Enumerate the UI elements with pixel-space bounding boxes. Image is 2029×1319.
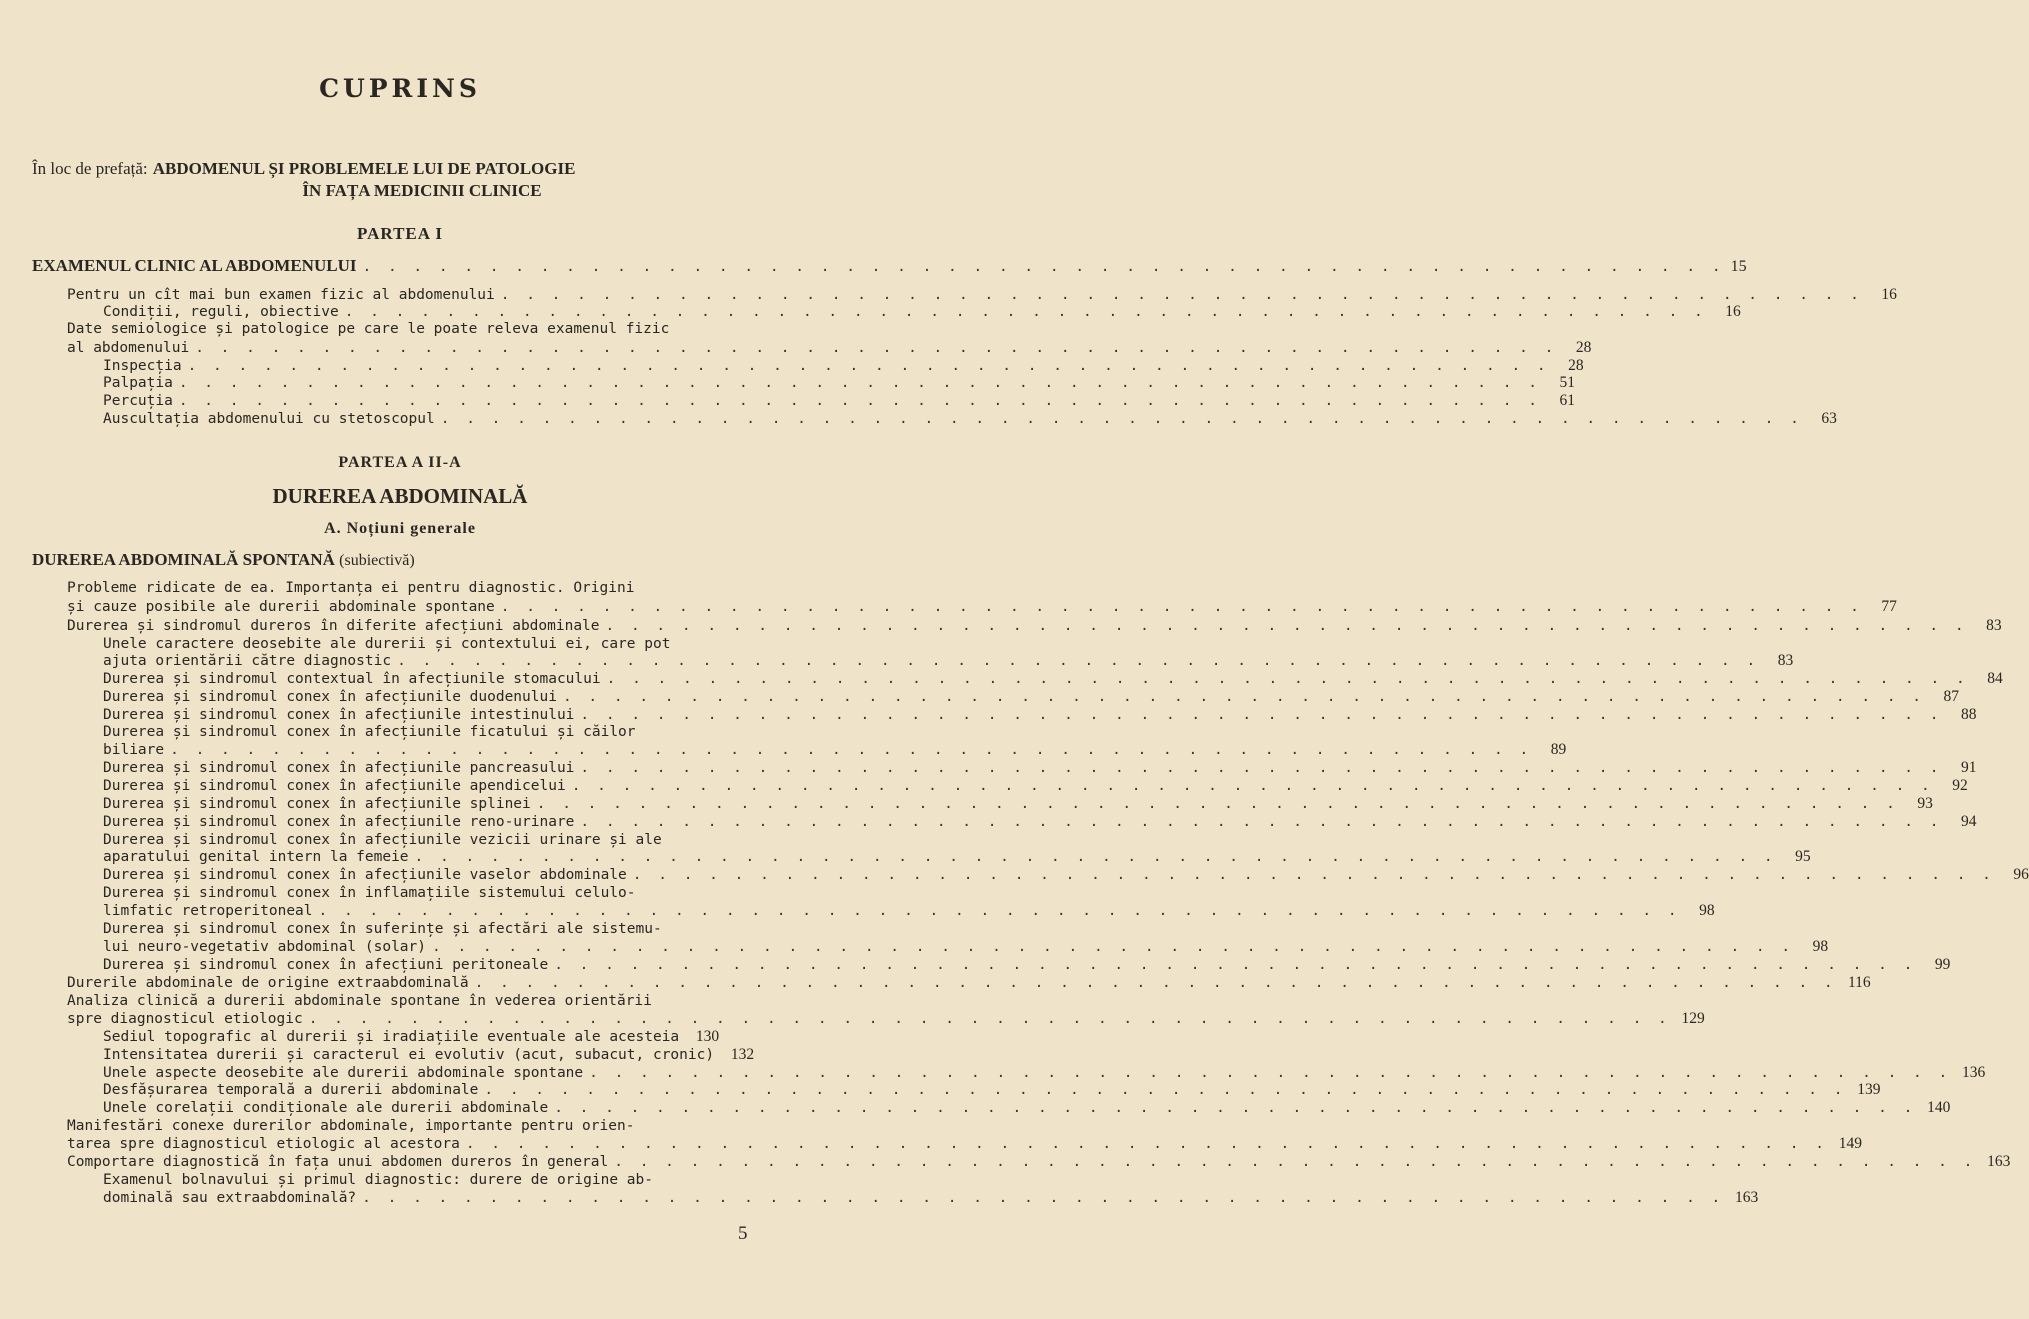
page-ref: 28 xyxy=(1568,357,1584,374)
toc-entry xyxy=(67,1153,2011,1171)
leader-dots xyxy=(580,706,1942,724)
leader-dots xyxy=(195,339,1557,357)
toc-entry xyxy=(103,688,1960,706)
toc-entry-text: Durerea și sindromul conex în afecțiunile intestinului xyxy=(103,707,575,723)
toc-entry-text: Durerea și sindromul conex în inflamațiile sistemului celulo- xyxy=(103,885,636,901)
toc-entry-text: Durerea și sindromul conex în afecțiunile splinei xyxy=(103,796,531,812)
toc-entry-text: Examenul bolnavului și primul diagnostic: durere de origine ab- xyxy=(103,1172,653,1188)
toc-entry-text: Durerea și sindromul contextual în afecțiunile stomacului xyxy=(103,671,601,687)
toc-entry xyxy=(103,920,662,938)
page-ref: 93 xyxy=(1917,795,1933,812)
toc-entry-text: Durerile abdominale de origine extraabdominală xyxy=(67,975,469,991)
toc-entry xyxy=(103,813,1977,831)
toc-entry xyxy=(103,1189,1759,1207)
part1-heading: PARTEA I xyxy=(357,224,443,243)
toc-entry xyxy=(103,956,1951,974)
toc-entry xyxy=(67,286,1897,304)
toc-entry xyxy=(103,1046,755,1064)
toc-entry xyxy=(103,848,1811,866)
page-ref: 63 xyxy=(1821,410,1837,427)
toc-entry-text: limfatic retroperitoneal xyxy=(103,903,313,919)
toc-entry-text: dominală sau extraabdominală? xyxy=(103,1190,357,1206)
toc-entry xyxy=(67,579,634,597)
leader-dots xyxy=(170,741,1532,759)
leader-dots xyxy=(475,974,1837,992)
toc-entry xyxy=(103,1171,653,1189)
leader-dots xyxy=(501,286,1863,304)
toc-entry xyxy=(67,1135,1862,1153)
toc-entry-text: Palpația xyxy=(103,375,173,391)
page-ref: 61 xyxy=(1559,392,1575,409)
toc-entry-text: Durerea și sindromul conex în afecțiunile duodenului xyxy=(103,689,557,705)
page-ref: 136 xyxy=(1961,1064,1986,1081)
toc-entry xyxy=(103,410,1837,428)
leader-dots xyxy=(537,795,1899,813)
toc-entry xyxy=(67,617,2002,635)
toc-entry-text: Percuția xyxy=(103,393,173,409)
page-ref: 96 xyxy=(2013,866,2029,883)
leader-dots xyxy=(432,938,1794,956)
leader-dots xyxy=(362,258,1724,276)
toc-entry xyxy=(103,303,1741,321)
leader-dots xyxy=(415,848,1777,866)
toc-entry-text: Unele caractere deosebite ale durerii și contextului ei, care pot xyxy=(103,636,671,652)
leader-dots xyxy=(179,392,1541,410)
page-ref: 130 xyxy=(695,1028,720,1045)
toc-entry-text: Date semiologice și patologice pe care le poate releva examenul fizic xyxy=(67,321,670,337)
toc-entry-text: Unele aspecte deosebite ale durerii abdominale spontane xyxy=(103,1065,584,1081)
preface-lead: În loc de prefață: xyxy=(32,159,148,178)
toc-entry xyxy=(103,670,2003,688)
leader-dots xyxy=(179,374,1541,392)
section-title: EXAMENUL CLINIC AL ABDOMENULUI xyxy=(32,256,357,275)
leader-dots xyxy=(484,1081,1846,1099)
page-ref: 98 xyxy=(1812,938,1829,955)
page-ref: 15 xyxy=(1730,258,1747,275)
toc-entry-text: Inspecția xyxy=(103,358,182,374)
page-ref: 51 xyxy=(1559,374,1575,391)
toc-entry-text: Comportare diagnostică în fața unui abdomen dureros în general xyxy=(67,1154,609,1170)
toc-entry-text: Durerea și sindromul conex în afecțiunile pancreasului xyxy=(103,760,575,776)
page-ref: 140 xyxy=(1927,1099,1951,1116)
toc-entry-text: Durerea și sindromul conex în afecțiunile apendicelui xyxy=(103,778,566,794)
page-ref: 139 xyxy=(1857,1081,1881,1098)
page-ref: 94 xyxy=(1961,813,1977,830)
toc-entry xyxy=(103,1081,1881,1099)
toc-entry-text: Condiții, reguli, obiective xyxy=(103,304,339,320)
leader-dots xyxy=(188,357,1550,375)
page-ref: 16 xyxy=(1725,303,1741,320)
leader-dots xyxy=(633,866,1995,884)
page-number: 5 xyxy=(738,1223,748,1244)
leader-dots xyxy=(466,1135,1828,1153)
toc-entry xyxy=(67,598,1897,616)
leader-dots xyxy=(554,956,1916,974)
toc-entry xyxy=(103,357,1584,375)
page-ref: 28 xyxy=(1575,339,1592,356)
subsection-heading: A. Noțiuni generale xyxy=(324,520,476,537)
page-ref: 98 xyxy=(1699,902,1715,919)
leader-dots xyxy=(554,1099,1916,1117)
toc-entry-text: Analiza clinică a durerii abdominale spontane în vederea orientării xyxy=(67,993,652,1009)
toc-entry-text: Probleme ridicate de ea. Importanța ei pentru diagnostic. Origini xyxy=(67,580,635,596)
page-ref: 16 xyxy=(1881,286,1897,303)
toc-entry xyxy=(67,1117,634,1135)
toc-entry-text: Desfășurarea temporală a durerii abdominale xyxy=(103,1082,479,1098)
toc-entry xyxy=(103,884,636,902)
toc-entry xyxy=(103,741,1567,759)
toc-entry xyxy=(67,992,652,1010)
page-ref: 163 xyxy=(1987,1153,2011,1170)
leader-dots xyxy=(580,759,1942,777)
leader-dots xyxy=(606,617,1968,635)
toc-entry xyxy=(103,374,1575,392)
toc-entry-text: Pentru un cît mai bun examen fizic al abdomenului xyxy=(67,287,495,303)
leader-dots xyxy=(572,777,1934,795)
toc-entry xyxy=(103,652,1794,670)
toc-entry xyxy=(103,866,2029,884)
toc-entry xyxy=(67,974,1871,992)
toc-entry xyxy=(103,635,670,653)
leader-dots xyxy=(614,1153,1976,1171)
toc-entry-text: tarea spre diagnosticul etiologic al acestora xyxy=(67,1136,460,1152)
section-heading-examenul xyxy=(32,256,1747,276)
toc-entry-text: și cauze posibile ale durerii abdominale spontane xyxy=(67,599,495,615)
page-ref: 116 xyxy=(1847,974,1871,991)
toc-entry xyxy=(67,320,669,338)
toc-entry-text: al abdomenului xyxy=(67,340,190,356)
toc-entry xyxy=(103,706,1977,724)
toc-entry-text: Unele corelații condiționale ale durerii abdominale xyxy=(103,1100,549,1116)
page-ref: 92 xyxy=(1952,777,1968,794)
preface-title-line1: ABDOMENUL ȘI PROBLEMELE LUI DE PATOLOGIE xyxy=(152,159,576,178)
page-ref: 89 xyxy=(1550,741,1567,758)
toc-entry xyxy=(67,339,1592,357)
toc-entry-text: Durerea și sindromul conex în afecțiunile vezicii urinare și ale xyxy=(103,832,662,848)
section-title: DUREREA ABDOMINALĂ SPONTANĂ xyxy=(32,550,335,569)
section-heading-durerea xyxy=(32,550,415,570)
toc-entry-text: ajuta orientării către diagnostic xyxy=(103,653,392,669)
toc-entry xyxy=(103,777,1968,795)
page-ref: 77 xyxy=(1881,598,1897,615)
page-ref: 87 xyxy=(1943,688,1960,705)
toc-entry xyxy=(103,723,636,741)
leader-dots xyxy=(563,688,1925,706)
toc-entry-text: Manifestări conexe durerilor abdominale, importante pentru orien- xyxy=(67,1118,635,1134)
preface-title-line2: ÎN FAȚA MEDICINII CLINICE xyxy=(302,181,542,200)
toc-entry xyxy=(103,759,1977,777)
toc-entry-text: spre diagnosticul etiologic xyxy=(67,1011,303,1027)
part2-heading: PARTEA A II-A xyxy=(338,454,462,471)
leader-dots xyxy=(397,652,1759,670)
toc-entry-text: Durerea și sindromul conex în afecțiunile vaselor abdominale xyxy=(103,867,627,883)
toc-entry-text: Durerea și sindromul conex în afecțiunile reno-urinare xyxy=(103,814,575,830)
toc-entry xyxy=(103,1028,720,1046)
leader-dots xyxy=(580,813,1942,831)
page-ref: 84 xyxy=(1987,670,2003,687)
leader-dots xyxy=(345,303,1707,321)
toc-entry xyxy=(103,938,1829,956)
page-ref: 132 xyxy=(730,1046,755,1063)
toc-entry xyxy=(103,392,1575,410)
toc-entry-text: lui neuro-vegetativ abdominal (solar) xyxy=(103,939,427,955)
toc-entry-text: Auscultația abdomenului cu stetoscopul xyxy=(103,411,435,427)
toc-entry-text: Durerea și sindromul conex în afecțiuni peritoneale xyxy=(103,957,549,973)
toc-entry-text: biliare xyxy=(103,742,165,758)
toc-entry-text: Durerea și sindromul conex în afecțiunile ficatului și căilor xyxy=(103,724,636,740)
toc-entry xyxy=(103,902,1715,920)
leader-dots xyxy=(607,670,1969,688)
page-ref: 83 xyxy=(1986,617,2002,634)
toc-entry-text: Intensitatea durerii și caracterul ei evolutiv (acut, subacut, cronic) xyxy=(103,1047,715,1063)
page-ref: 99 xyxy=(1934,956,1951,973)
page-ref: 95 xyxy=(1795,848,1811,865)
page-ref: 129 xyxy=(1681,1010,1705,1027)
leader-dots xyxy=(589,1064,1951,1082)
page-ref: 88 xyxy=(1961,706,1977,723)
page-ref: 83 xyxy=(1777,652,1794,669)
page-title: CUPRINS xyxy=(319,74,481,103)
page-ref: 149 xyxy=(1838,1135,1862,1152)
leader-dots xyxy=(362,1189,1724,1207)
leader-dots xyxy=(309,1010,1671,1028)
leader-dots xyxy=(441,410,1803,428)
toc-entry-text: Durerea și sindromul conex în suferințe și afectări ale sistemu- xyxy=(103,921,662,937)
leader-dots xyxy=(319,902,1681,920)
preface-line xyxy=(32,158,732,202)
page-ref: 91 xyxy=(1961,759,1977,776)
toc-entry xyxy=(103,795,1933,813)
toc-entry xyxy=(103,831,662,849)
toc-entry-text: Sediul topografic al durerii și iradiațiile eventuale ale acesteia xyxy=(103,1029,680,1045)
section-note: (subiectivă) xyxy=(339,552,415,569)
toc-entry xyxy=(67,1010,1705,1028)
page-ref: 163 xyxy=(1735,1189,1759,1206)
part2-subtitle: DUREREA ABDOMINALĂ xyxy=(272,484,528,508)
toc-entry xyxy=(103,1099,1951,1117)
toc-entry-text: aparatului genital intern la femeie xyxy=(103,849,409,865)
toc-entry xyxy=(103,1064,1986,1082)
toc-entry-text: Durerea și sindromul dureros în diferite afecțiuni abdominale xyxy=(67,618,600,634)
leader-dots xyxy=(501,598,1863,616)
